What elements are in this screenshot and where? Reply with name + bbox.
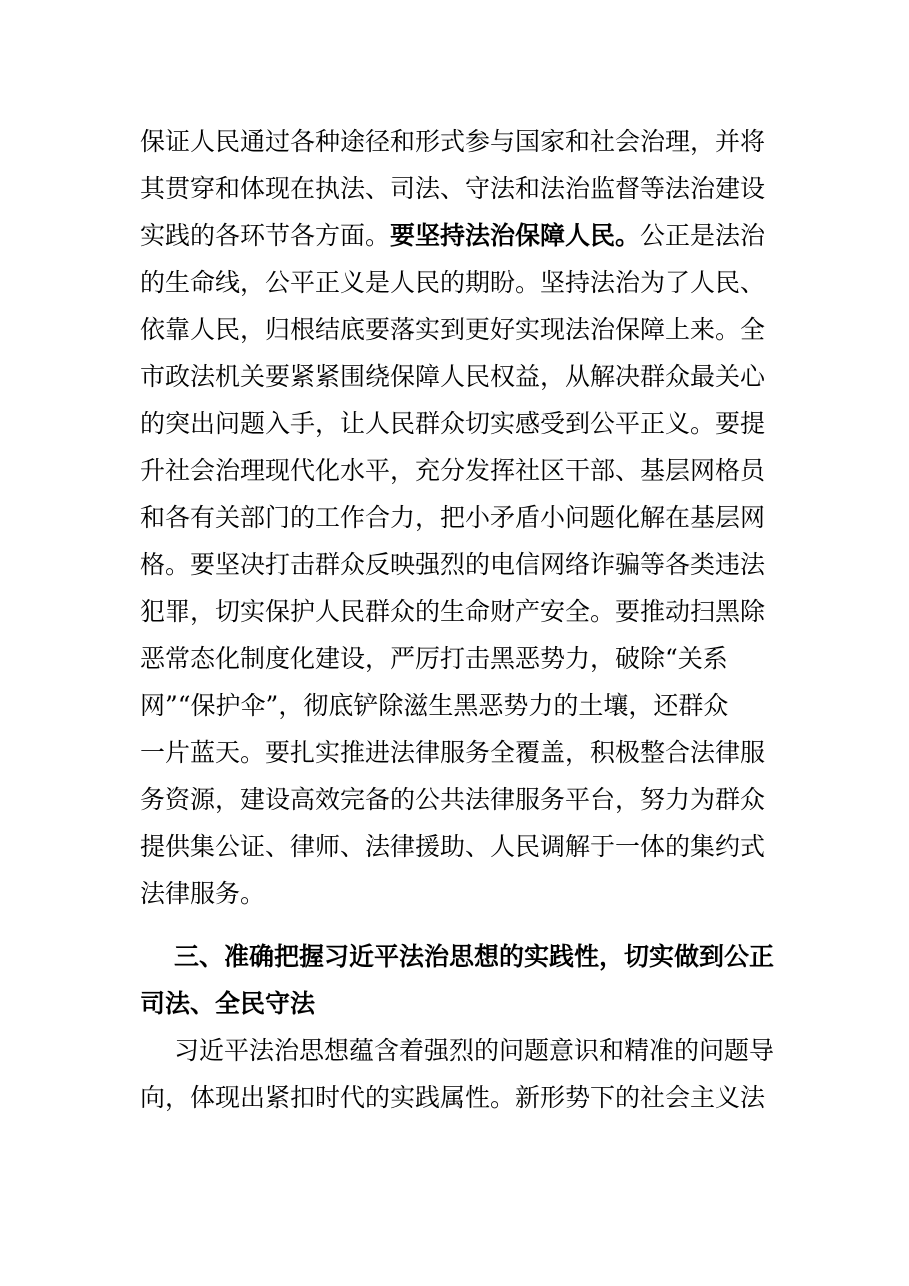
paragraph-line: 犯罪，切实保护人民群众的生命财产安全。要推动扫黑除: [140, 597, 766, 626]
bold-emphasis: 要坚持法治保障人民。: [390, 221, 641, 250]
paragraph-line: 的突出问题入手，让人民群众切实感受到公平正义。要提: [140, 409, 766, 438]
paragraph-line: 网”“保护伞”，彻底铲除滋生黑恶势力的土壤，还群众: [140, 691, 729, 720]
paragraph-line: 其贯穿和体现在执法、司法、守法和法治监督等法治建设: [140, 174, 766, 203]
paragraph-line: 的生命线，公平正义是人民的期盼。坚持法治为了人民、: [140, 268, 766, 297]
paragraph-line: 保证人民通过各种途径和形式参与国家和社会治理，并将: [140, 127, 766, 156]
heading-line: 司法、全民守法: [140, 989, 316, 1018]
heading-line: 三、准确把握习近平法治思想的实践性，切实做到公正: [174, 942, 775, 971]
paragraph-line: 依靠人民，归根结底要落实到更好实现法治保障上来。全: [140, 315, 766, 344]
paragraph-line: [140, 212, 765, 259]
paragraph-line: 习近平法治思想蕴含着强烈的问题意识和精准的问题导: [174, 1036, 775, 1065]
paragraph-text: 实践的各环节各方面。: [140, 221, 391, 250]
paragraph-line: 市政法机关要紧紧围绕保障人民权益，从解决群众最关心: [140, 362, 766, 391]
paragraph-line: 法律服务。: [140, 879, 266, 908]
paragraph-line: 恶常态化制度化建设，严厉打击黑恶势力，破除“关系: [140, 644, 728, 673]
paragraph-line: 格。要坚决打击群众反映强烈的电信网络诈骗等各类违法: [140, 550, 766, 579]
paragraph-line: 提供集公证、律师、法律援助、人民调解于一体的集约式: [140, 832, 766, 861]
paragraph-line: 务资源，建设高效完备的公共法律服务平台，努力为群众: [140, 785, 766, 814]
paragraph-line: 一片蓝天。要扎实推进法律服务全覆盖，积极整合法律服: [140, 738, 766, 767]
paragraph-line: 向，体现出紧扣时代的实践属性。新形势下的社会主义法: [140, 1083, 766, 1112]
paragraph-line: 升社会治理现代化水平，充分发挥社区干部、基层网格员: [140, 456, 766, 485]
paragraph-text: 公正是法治: [640, 221, 766, 250]
paragraph-line: 和各有关部门的工作合力，把小矛盾小问题化解在基层网: [140, 503, 766, 532]
